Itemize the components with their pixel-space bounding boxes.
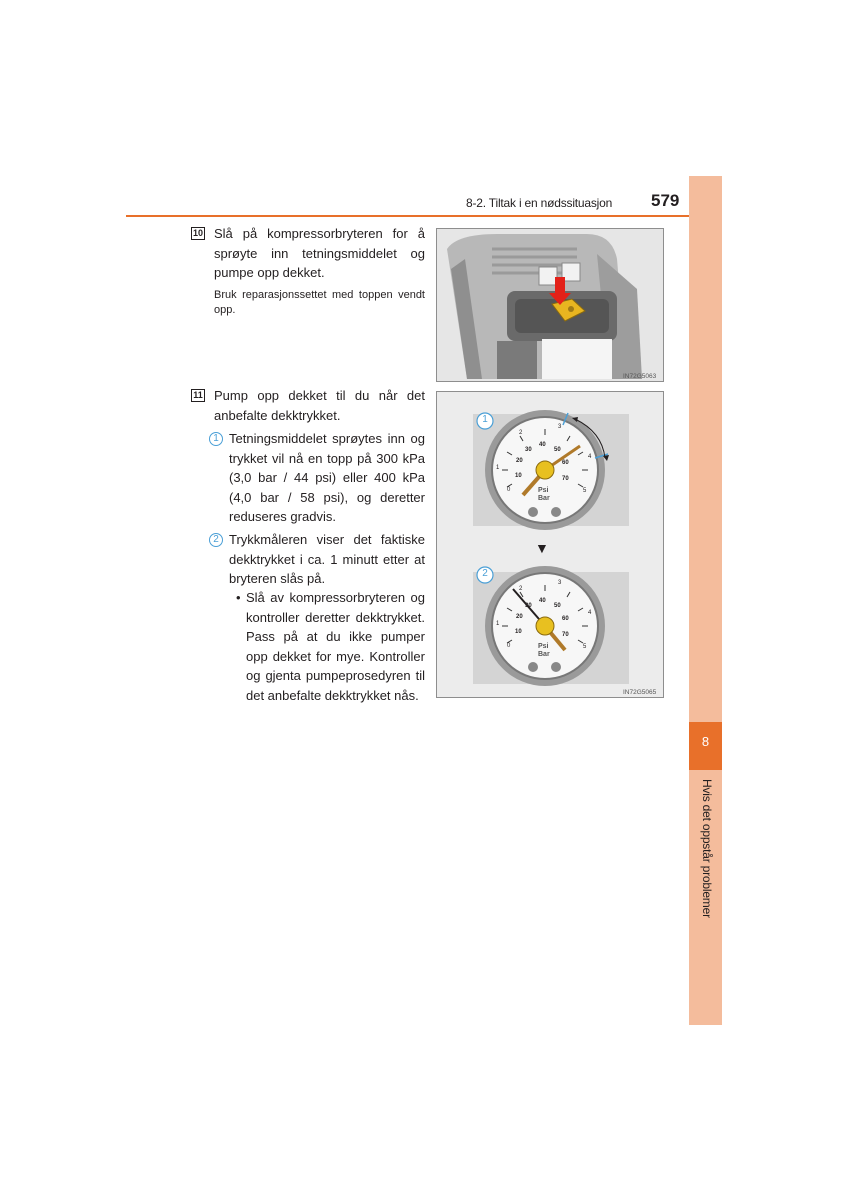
step-10-marker: 10	[192, 228, 203, 238]
gauge2-psi-unit: Psi	[538, 643, 549, 650]
step-11-marker: 11	[191, 389, 205, 402]
gauge2-bar-3: 3	[558, 580, 562, 586]
item-1-text: Tetningsmiddelet sprøytes inn og trykket vil nå en topp på 300 kPa (3,0 bar / 44 psi) eller 400 kPa (4,0 bar / 58 psi), og deretter reduseres gradvis.	[229, 431, 425, 524]
gauge1-bar-2: 2	[519, 430, 523, 436]
compressor-illustration	[437, 229, 664, 382]
callout-2: 2	[482, 568, 488, 579]
page-number: 579	[651, 191, 680, 210]
step-10-note: Bruk reparasjonssettet med toppen vendt opp.	[214, 289, 425, 316]
fig1-code: IN72G5063	[623, 373, 657, 380]
gauge2-psi-70: 70	[562, 632, 569, 638]
gauge2-psi-40: 40	[539, 598, 546, 604]
gauge2-psi-10: 10	[515, 629, 522, 635]
gauge1-psi-40: 40	[539, 442, 546, 448]
gauge2-bar-4: 4	[588, 610, 592, 616]
bullet-text: Slå av kompressorbryteren og kontroller deretter dekktrykket. Pass på at du ikke pumper opp dekket for mye. Kontroller og gjenta pumpeprosedyren til det anbefalte dekktrykket nås.	[246, 590, 425, 703]
gauge2-bar-unit: Bar	[538, 651, 550, 658]
gauge2-psi-30: 30	[525, 603, 532, 609]
gauge1-psi-30: 30	[525, 447, 532, 453]
gauge-figure	[436, 391, 664, 698]
compressor-figure	[436, 228, 664, 382]
header-rule	[126, 215, 722, 217]
gauge2-zero: 0	[507, 643, 511, 649]
item-1-marker: 1	[209, 432, 223, 446]
gauge1-psi-70: 70	[562, 476, 569, 482]
chapter-number-box	[689, 722, 722, 770]
gauge1-bar-4: 4	[588, 454, 592, 460]
gauge1-bar-5: 5	[583, 488, 587, 494]
chapter-title: Hvis det oppstår problemer	[700, 779, 714, 918]
step-10-text: Slå på kompressorbryteren for å sprøyte inn tetningsmiddelet og pumpe opp dekket.	[214, 226, 425, 280]
item-2-marker: 2	[209, 533, 223, 547]
chapter-number: 8	[701, 734, 710, 749]
down-arrow-icon: ▼	[535, 540, 549, 556]
gauge1-psi-unit: Psi	[538, 487, 549, 494]
gauge1-zero: 0	[507, 487, 511, 493]
gauge1-bar-3: 3	[558, 424, 562, 430]
gauge1-psi-50: 50	[554, 447, 561, 453]
bullet-dot: •	[236, 590, 241, 605]
section-title: 8-2. Tiltak i en nødssituasjon	[466, 196, 613, 210]
gauge2-bar-2: 2	[519, 586, 523, 592]
callout-1: 1	[482, 414, 488, 425]
gauge1-bar-unit: Bar	[538, 495, 550, 502]
gauge2-bar-5: 5	[583, 644, 587, 650]
step-11-text: Pump opp dekket til du når det anbefalte dekktrykket.	[214, 388, 425, 423]
gauge2-psi-60: 60	[562, 616, 569, 622]
gauge1-psi-20: 20	[516, 458, 523, 464]
gauge2-psi-20: 20	[516, 614, 523, 620]
gauge2-psi-50: 50	[554, 603, 561, 609]
gauge1-psi-10: 10	[515, 473, 522, 479]
gauge1-psi-60: 60	[562, 460, 569, 466]
gauge2-bar-1: 1	[496, 621, 500, 627]
fig2-code: IN72G5065	[623, 689, 657, 696]
gauge1-bar-1: 1	[496, 465, 500, 471]
item-2-text: Trykkmåleren viser det faktiske dekktrykket i ca. 1 minutt etter at bryteren slås på.	[229, 532, 425, 586]
gauge-illustration	[437, 392, 664, 698]
